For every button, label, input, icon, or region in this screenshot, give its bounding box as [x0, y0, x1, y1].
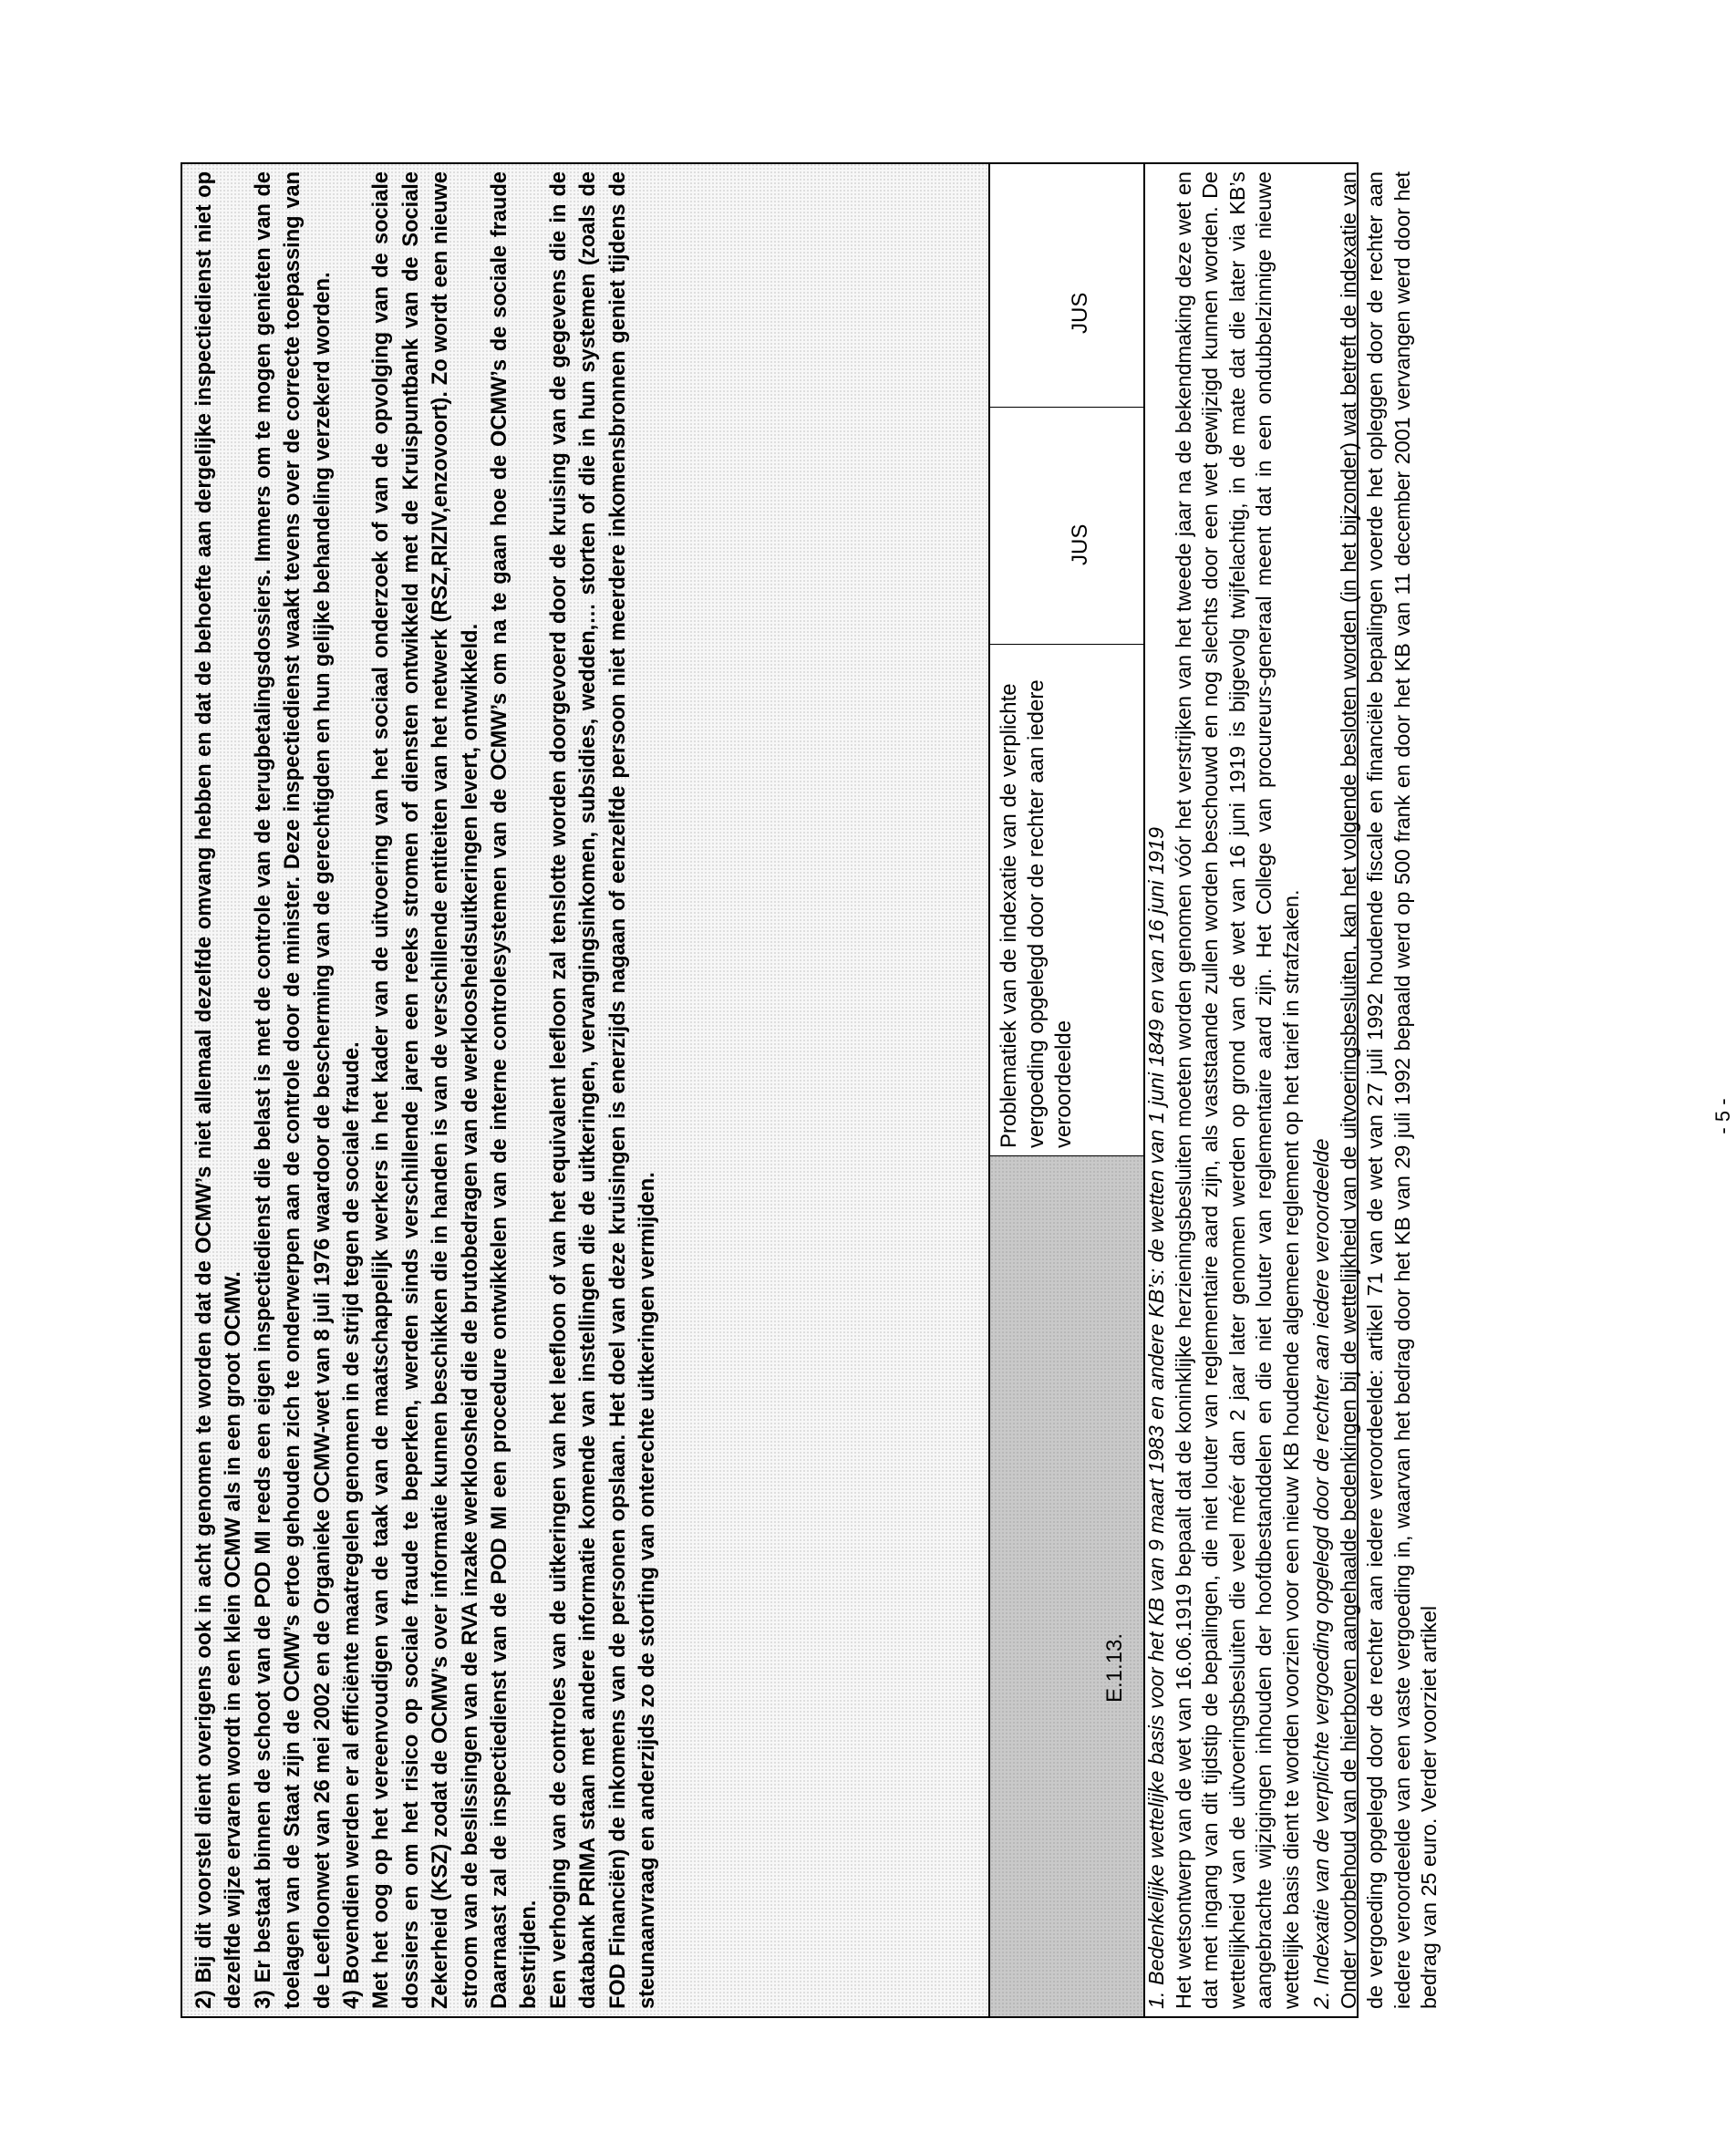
item-code-cell: [990, 1155, 1143, 2016]
bold-text-block: [182, 164, 988, 2016]
bold-paragraph: Daarnaast zal de inspectiedienst van de POD MI een procedure ontwikkelen van de interne controlesystemen van de OCMW’s om na te gaan hoe de OCMW’s de sociale fraude bestrijden.: [488, 171, 542, 2009]
item-header-row: [988, 164, 1145, 2016]
competence-cell-2: [990, 164, 1143, 407]
bold-paragraph: Een verhoging van de controles van de uitkeringen van het leefloon of van het equivalent leefloon zal tenslotte worden doorgevoerd door de kruising van de gegevens die in de databank PRIMA staan met andere informatie komende van instellingen die de uitkeringen, vervangingsinkomen, subsidies, wedden,… storten of die in hun systemen (zoals de FOD Financiën) de inkomens van de personen opslaan. Het doel van deze kruisingen is enerzijds nagaan of eenzelfde persoon niet meerdere inkomensbronnen geniet tijdens de steunaanvraag en anderzijds zo de storting van onterechte uitkeringen vermijden.: [546, 171, 660, 2009]
item-code: E.1.13.: [1102, 1632, 1127, 1703]
item-title-cell: [990, 644, 1143, 1155]
bold-paragraph: Met het oog op het vereenvoudigen van de taak van de maatschappelijk werkers in het kader van de uitvoering van het sociaal onderzoek of van de opvolging van de sociale dossiers en om het risico op sociale fraude te beperken, werden sinds verschillende jaren een reeks stromen of diensten ontwikkeld met de Kruispuntbank van de Sociale Zekerheid (KSZ) zodat de OCMW’s over informatie kunnen beschikken die in handen is van de verschillende entiteiten van het netwerk (RSZ,RIZIV,enzovoort). Zo wordt een nieuwe stroom van de beslissingen van de RVA inzake werkloosheid die de brutobedragen van de werkloosheidsuitkeringen levert, ontwikkeld.: [369, 171, 482, 2009]
body-text-block: [1142, 164, 1441, 2016]
section-2-text: Onder voorbehoud van de hierboven aangehaalde bedenkingen bij de wettelijkheid van de uitvoeringsbesluiten, kan het volgende besloten worden (in het bijzonder) wat betreft de indexatie van de vergoeding opgelegd door de rechter aan iedere veroordeelde: artikel 71 van de wet van 27 juli 1992 houdende fiscale en financiële bepalingen voerde het opleggen door de rechter aan iedere veroordeelde van een vaste vergoeding in, waarvan het bedrag door het KB van 29 juli 1992 bepaald werd op 500 frank en door het KB van 11 december 2001 vervangen werd door het bedrag van 25 euro. Verder voorziet artikel: [1336, 171, 1441, 2009]
section-2-heading: 2. Indexatie van de verplichte vergoeding opgelegd door de rechter aan iedere veroordeelde: [1309, 1138, 1333, 2009]
competence-cell-1: [990, 407, 1143, 644]
bold-paragraph: 4) Bovendien werden er al efficiënte maatregelen genomen in de strijd tegen de sociale fraude.: [340, 1041, 365, 2009]
competence-label: JUS: [1068, 292, 1092, 334]
item-title: Problematiek van de indexatie van de verplichte vergoeding opgelegd door de rechter aan iedere veroordeelde: [997, 679, 1076, 1148]
section-1-text: Het wetsontwerp van de wet van 16.06.1919 bepaalt dat de koninklijke herzieningsbesluiten moeten worden genomen vóór het verstrijken van het tweede jaar na de bekendmaking deze wet en dat met ingang van dit tijdstip de bepalingen, die niet louter van reglementaire aard zijn, als vaststaande zullen worden beschouwd en nog slechts door een wet gewijzigd kunnen worden. De wettelijkheid van de uitvoeringsbesluiten die veel méér dan 2 jaar later genomen werden op grond van de wet van 16 juni 1919 is bijgevolg twijfelachtig, in de mate dat die later via KB’s aangebrachte wijzigingen inhouden der hoofdbestanddelen en die niet louter van reglementaire aard zijn. Het College van procureurs-generaal meent dat in een ondubbelzinnige nieuwe wettelijke basis dient te worden voorzien voor een nieuw KB houdende algemeen reglement op het tarief in strafzaken.: [1171, 171, 1303, 2009]
rotated-landscape-page: [181, 162, 1441, 2018]
bold-paragraph: 3) Er bestaat binnen de schoot van de POD MI reeds een eigen inspectiedienst die belast is met de controle van de terugbetalingsdossiers. Immers om te mogen genieten van de toelagen van de Staat zijn de OCMW’s ertoe gehouden zich te onderwerpen aan de controle door de minister. Deze inspectiedienst waakt tevens over de correcte toepassing van de Leefloonwet van 26 mei 2002 en de Organieke OCMW-wet van 8 juli 1976 waardoor de bescherming van de gerechtigden en hun gelijke behandeling verzekerd worden.: [251, 171, 335, 2009]
section-1-heading: 1. Bedenkelijke wettelijke basis voor het KB van 9 maart 1983 en andere KB’s: de wetten van 1 juni 1849 en van 16 juni 1919: [1144, 827, 1168, 2009]
competence-label: JUS: [1068, 523, 1092, 565]
bold-paragraph: 2) Bij dit voorstel dient overigens ook in acht genomen te worden dat de OCMW’s niet allemaal dezelfde omvang hebben en dat de behoefte aan dergelijke inspectiedienst niet op dezelfde wijze ervaren wordt in een klein OCMW als in een groot OCMW.: [192, 171, 246, 2009]
page-number: - 5 -: [1711, 1098, 1734, 1134]
